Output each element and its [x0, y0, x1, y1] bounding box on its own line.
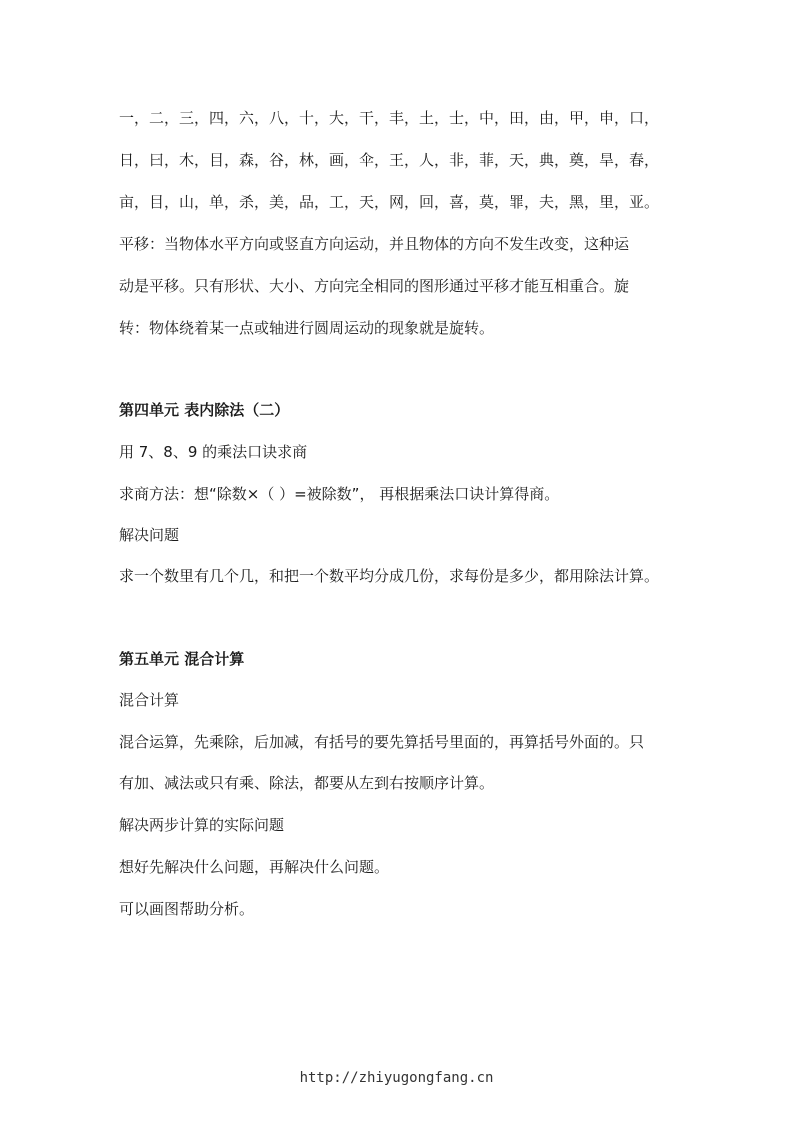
unit4-subheading-2: 解决问题 [119, 526, 180, 544]
translation-definition-line-2: 动是平移。只有形状、大小、方向完全相同的图形通过平移才能互相重合。旋 [119, 277, 630, 295]
unit5-text-2: 想好先解决什么问题，再解决什么问题。 [119, 858, 390, 876]
char-list-line-3: 亩，目，山，单，杀，美，品，工，天，网，回，喜，莫，罪，夫，黑，里，亚。 [119, 193, 660, 211]
translation-definition-line-1: 平移：当物体水平方向或竖直方向运动，并且物体的方向不发生改变，这种运 [119, 235, 630, 253]
unit5-title: 第五单元 混合计算 [119, 650, 245, 668]
unit5-subheading-2: 解决两步计算的实际问题 [119, 816, 285, 834]
footer-url[interactable]: http://zhiyugongfang.cn [299, 1070, 494, 1086]
unit5-text-3: 可以画图帮助分析。 [119, 900, 255, 918]
unit4-subheading-1: 用 7、8、9 的乘法口诀求商 [119, 443, 308, 461]
rotation-definition-line: 转：物体绕着某一点或轴进行圆周运动的现象就是旋转。 [119, 319, 495, 337]
char-list-line-1: 一，二，三，四，六，八，十，大，干，丰，土，士，中，田，由，甲，申，口， [119, 109, 660, 127]
unit5-subheading-1: 混合计算 [119, 691, 180, 709]
unit4-text-2: 求一个数里有几个几，和把一个数平均分成几份，求每份是多少，都用除法计算。 [119, 567, 660, 585]
unit4-title: 第四单元 表内除法（二） [119, 401, 290, 419]
unit5-text-1a: 混合运算，先乘除，后加减，有括号的要先算括号里面的，再算括号外面的。只 [119, 733, 645, 751]
unit5-text-1b: 有加、减法或只有乘、除法，都要从左到右按顺序计算。 [119, 774, 495, 792]
unit4-text-1: 求商方法：想“除数×（ ）=被除数”， 再根据乘法口诀计算得商。 [119, 485, 560, 503]
char-list-line-2: 日，曰，木，目，森，谷，林，画，伞，王，人，非，菲，天，典，奠，旱，春， [119, 151, 660, 169]
